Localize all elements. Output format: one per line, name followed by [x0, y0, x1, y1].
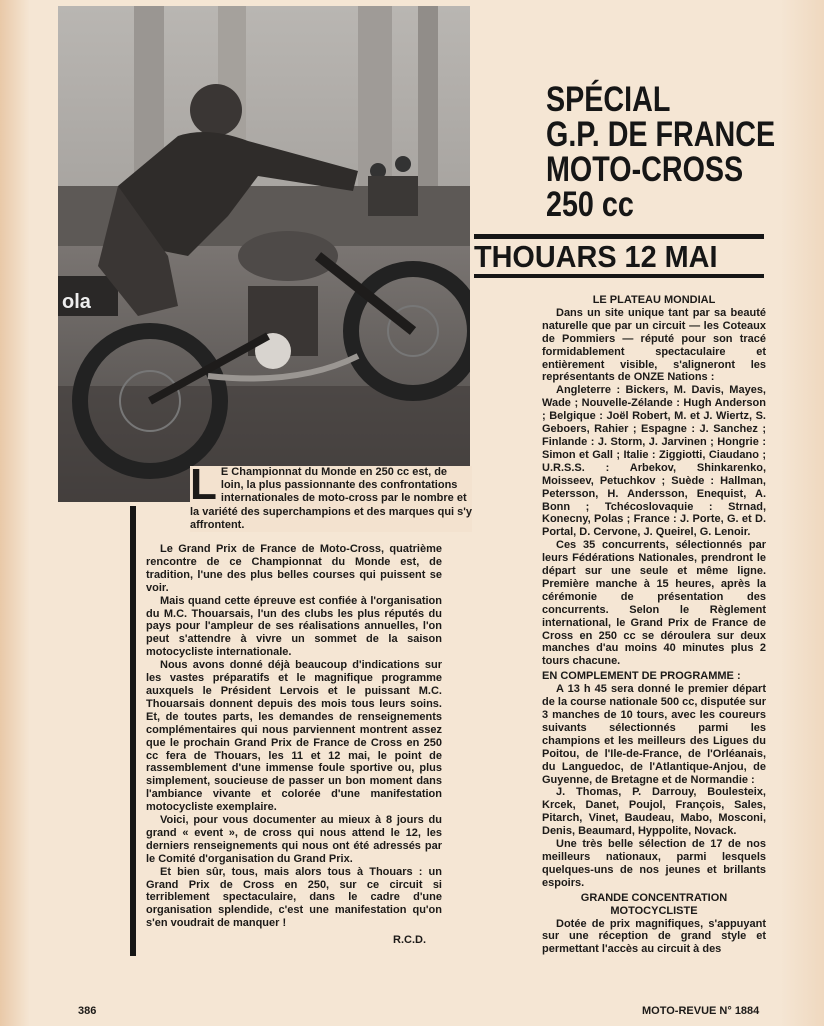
drop-cap: L — [190, 460, 217, 509]
section-heading: LE PLATEAU MONDIAL — [592, 294, 716, 306]
right-column — [542, 292, 766, 956]
rider-image — [58, 6, 470, 509]
left-column — [146, 543, 442, 947]
section-heading: GRANDE CONCENTRATION MOTOCYCLISTE — [580, 891, 728, 917]
title-line-1: SPÉCIAL — [546, 80, 671, 119]
magazine-issue: MOTO-REVUE N° 1884 — [642, 1005, 760, 1017]
page-number: 386 — [78, 1005, 97, 1017]
lead-text: E Championnat du Monde en 250 cc est, de loin, la plus passionnante des confrontations internationales de moto-cross par le nombre et la variété des superchampions et des marques qui s'y affrontent. — [190, 466, 473, 531]
signature: R.C.D. — [393, 934, 426, 947]
paragraph: Et bien sûr, tous, mais alors tous à Thouars : un Grand Prix de Cross en 250, sur ce circuit si terriblement spectaculaire, dans le cadre d'une organisation splendide, c'est une manifestation qu'on s'en voudrait de manquer ! — [146, 865, 442, 930]
paragraph: Dans un site unique tant par sa beauté naturelle que par un circuit — les Coteaux de Pommiers — réputé pour son tracé formidablement spectaculaire et entièrement visible, s'aligneront les représentants de ONZE Nations : — [542, 306, 766, 384]
paragraph: Angleterre : Bickers, M. Davis, Mayes, Wade ; Nouvelle-Zélande : Hugh Anderson ; Belgique : Joël Robert, M. et J. Wiertz, S. Geboers, Rahier ; Espagne : J. Sanchez ; Finlande : J. Storm, J. Jarvinen ; Hongrie : Simon et Gall ; Italie : Ziggiotti, Ciaudano ; U.R.S.S. : Arbekov, Shinkarenko, Moisseev, Petuchkov ; Suède : Hallman, Petersson, H. Andersson, Enequist, A. Bonn ; Tchécoslovaquie : Strnad, Konecny, Polas ; France : J. Porte, G. et D. Portal, D. Cervone, J. Queirel, G. Lenoir. — [542, 384, 766, 539]
paragraph: J. Thomas, P. Darrouy, Boulesteix, Krcek, Danet, Poujol, François, Sales, Pitarch, Vinet, Baudeau, Mabo, Mosconi, Denis, Beaumard, Hyppolite, Novack. — [542, 786, 766, 838]
paragraph: Le Grand Prix de France de Moto-Cross, quatrième rencontre de ce Championnat du Monde est, de tradition, l'une des plus belles courses qui puissent se voir. — [146, 543, 442, 594]
motocross-photo — [58, 6, 470, 509]
paragraph: Mais quand cette épreuve est confiée à l'organisation du M.C. Thouarsais, l'un des clubs les plus réputés du pays pour l'ampleur de ses réalisations annuelles, l'on peut s'attendre à vivre un sommet de la saison motocycliste internationale. — [146, 594, 442, 659]
paragraph: Ces 35 concurrents, sélectionnés par leurs Fédérations Nationales, prendront le départ sur une seule et même ligne. Première manche à 15 heures, après la cérémonie de présentation des concurrents. Selon le Règlement international, le Grand Prix de France de Cross en 250 cc se déroulera sur deux manches d'au moins 40 minutes plus 2 tours chacune. — [542, 539, 766, 668]
paragraph: Dotée de prix magnifiques, s'appuyant sur une réception de grand style et permettant l'accès au circuit à des — [542, 917, 766, 956]
paragraph: A 13 h 45 sera donné le premier départ de la course nationale 500 cc, disputée sur 3 manches de 10 tours, avec les coureurs suivants sélectionnés parmi les champions et les meilleurs des Ligues du Poitou, de l'Ile-de-France, de l'Orléanais, du Languedoc, de l'Atlantique-Anjou, de Guyenne, de Bretagne et de Normandie : — [542, 683, 766, 786]
section-heading: EN COMPLEMENT DE PROGRAMME : — [542, 670, 741, 683]
svg-text:ola: ola — [62, 291, 91, 313]
subtitle-rule — [474, 274, 764, 278]
article-subtitle: THOUARS 12 MAI — [474, 239, 718, 274]
title-line-3: MOTO-CROSS — [546, 150, 744, 189]
article-title — [474, 80, 776, 224]
title-line-4: 250 cc — [546, 185, 634, 224]
title-line-2: G.P. DE FRANCE — [546, 115, 776, 154]
paragraph: Nous avons donné déjà beaucoup d'indications sur les vastes préparatifs et le magnifique programme auxquels le Président Lervois et le puissant M.C. Thouarsais donnent depuis des mois tous leurs soins. Et, de toutes parts, les demandes de renseignements complémentaires qui nous parviennent montrent assez que le prochain Grand Prix de France de Cross en 250 cc fera de Thouars, les 11 et 12 mai, le point de rassemblement d'une immense foule sportive ou, plus simplement, soucieuse de passer un bon moment dans l'ambiance vivante et colorée d'une manifestation motocycliste exemplaire. — [146, 659, 442, 814]
lead-paragraph — [190, 460, 473, 532]
paragraph: Voici, pour vous documenter au mieux à 8 jours du grand « event », de cross qui nous attend le 12, les derniers renseignements qui nous ont été adressés par le Comité d'organisation du Grand Prix. — [146, 814, 442, 865]
paragraph: Une très belle sélection de 17 de nos meilleurs nationaux, parmi lesquels quelques-uns de nos jeunes et brillants espoirs. — [542, 838, 766, 889]
column-rule — [130, 506, 136, 956]
